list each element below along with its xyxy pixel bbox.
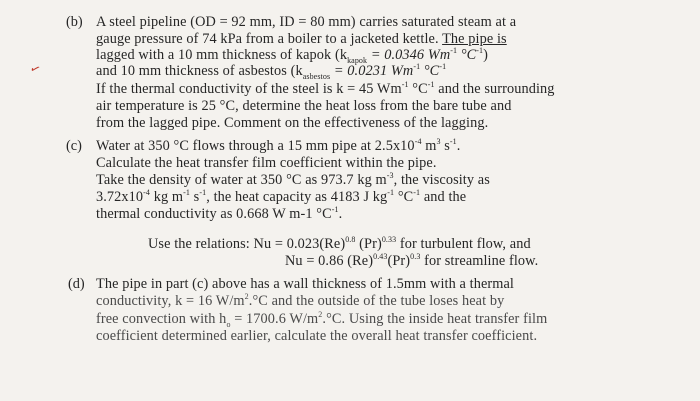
part-b-line-7: from the lagged pipe. Comment on the effectiveness of the lagging.	[96, 115, 489, 131]
underlined-text: The pipe is	[442, 31, 507, 47]
part-c-label: (c)	[66, 138, 82, 154]
part-d-line-1: The pipe in part (c) above has a wall thickness of 1.5mm with a thermal	[96, 276, 515, 292]
part-b-line-4: and 10 mm thickness of asbestos ($k_{asbestos} = 0.0231$ $Wm^{-1}$ $^\circ C^{-1}$	[96, 62, 447, 81]
part-c-line-4: $3.72x10^{-4}$ kg $m^{-1}$ $s^{-1}$, the heat capacity as 4183 J $kg^{-1}$ $^\circ C^{-1}$ and the	[96, 188, 467, 205]
part-b-line-6: air temperature is 25 °C, determine the heat loss from the bare tube and	[96, 98, 512, 114]
part-d-line-4: coefficient determined earlier, calculate the overall heat transfer coefficient.	[96, 328, 538, 344]
part-b-line-1: A steel pipeline (OD = 92 mm, ID = 80 mm) carries saturated steam at a	[96, 14, 517, 30]
part-c-line-5: thermal conductivity as 0.668 W m-1 $^\circ C^{-1}$.	[96, 205, 343, 222]
part-b-label: (b)	[66, 14, 83, 30]
part-c-line-2: Calculate the heat transfer film coefficient within the pipe.	[96, 155, 437, 171]
part-c-line-1: Water at 350 °C flows through a 15 mm pipe at $2.5x10^{-4}$ $m^3$ $s^{-1}$.	[96, 137, 461, 154]
relation-streamline: Nu = 0.86 $(Re)^{0.43}(Pr)^{0.3}$ for streamline flow.	[285, 252, 539, 269]
checkmark-icon: ✓	[27, 60, 43, 78]
part-d-line-2: conductivity, k = 16 $W/m^2.^\circ C$ and the outside of the tube loses heat by	[96, 292, 505, 309]
part-b-line-3: lagged with a 10 mm thickness of kapok ($k_{kapok} = 0.0346$ $Wm^{-1}$ $^\circ C^{-1}$)	[96, 46, 489, 65]
part-b-line-2: gauge pressure of 74 kPa from a boiler to a jacketed kettle. The pipe is	[96, 31, 507, 47]
part-c-line-3: Take the density of water at 350 °C as 973.7 kg $m^{-3}$, the viscosity as	[96, 171, 490, 188]
relation-turbulent: Use the relations: $Nu = 0.023(Re)^{0.8}$ $(Pr)^{0.33}$ for turbulent flow, and	[148, 235, 531, 252]
part-d-label: (d)	[68, 276, 85, 292]
part-b-line-5: If the thermal conductivity of the steel is k = 45 $Wm^{-1}$ $^\circ C^{-1}$ and the surrounding	[96, 80, 555, 97]
part-d-line-3: free convection with $h_o = 1700.6$ $W/m^2.^\circ C$. Using the inside heat transfer film	[96, 310, 548, 329]
